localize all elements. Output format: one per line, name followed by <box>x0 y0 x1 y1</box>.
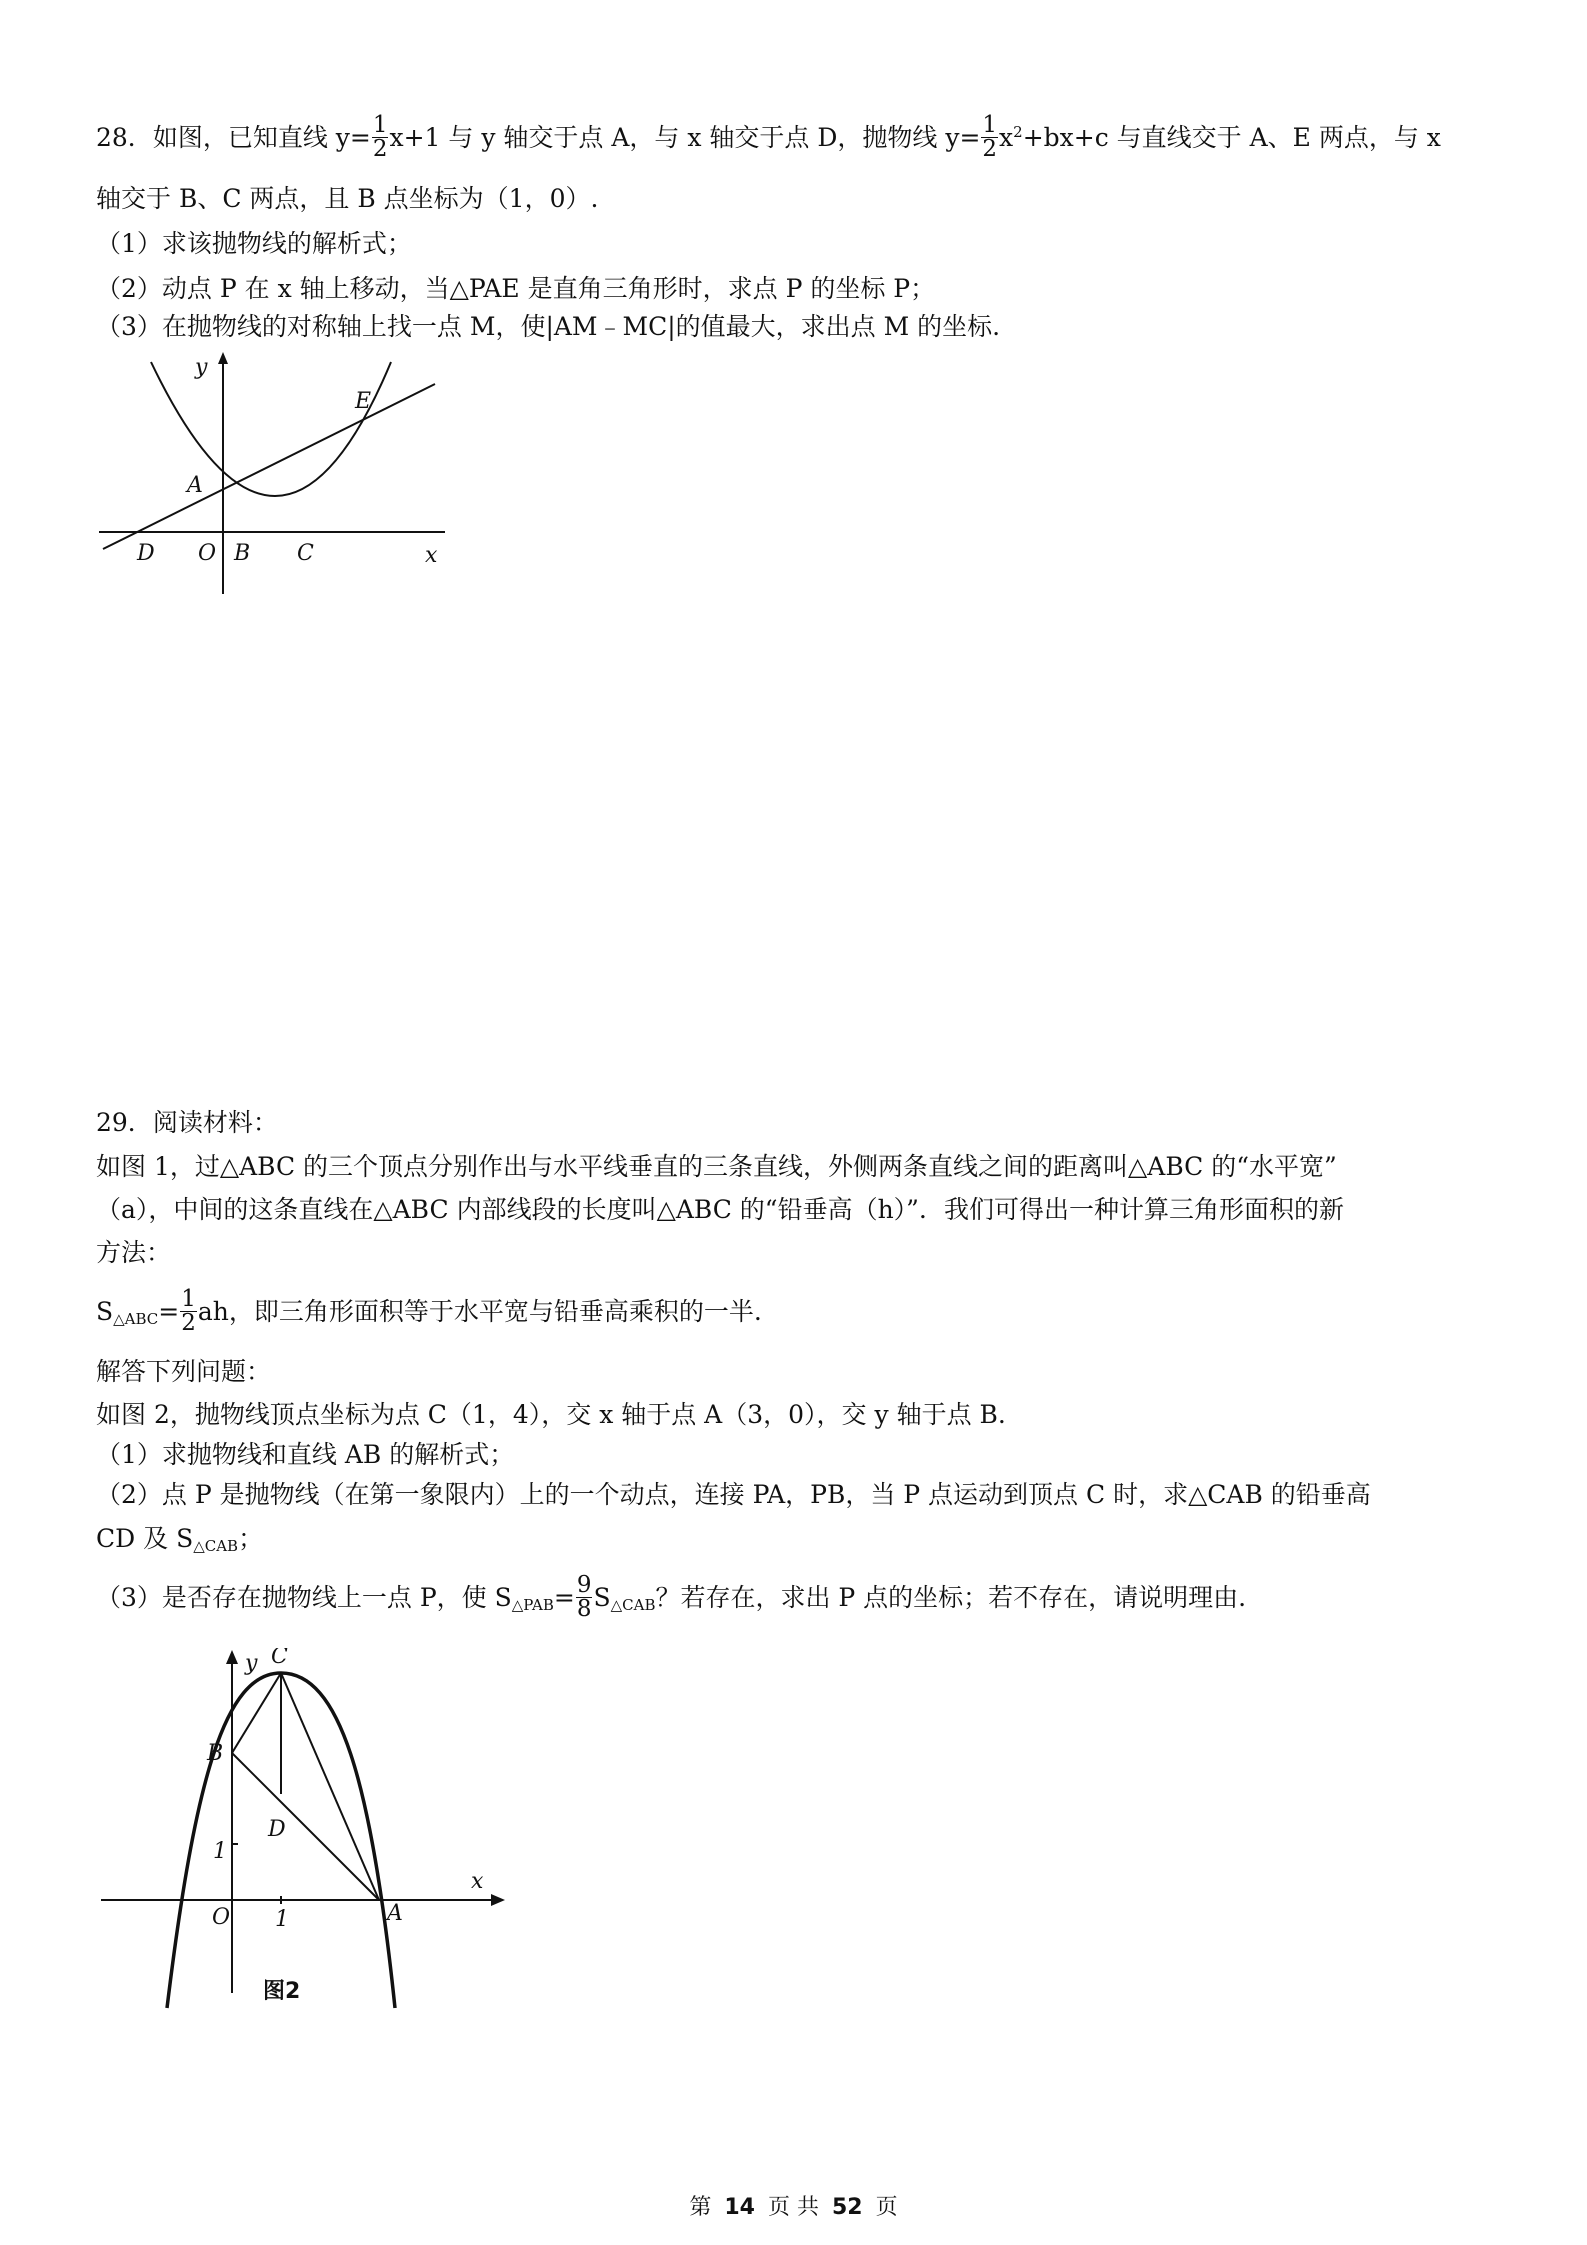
symbol-s: S <box>593 1583 611 1612</box>
y-axis-arrow <box>226 1650 238 1664</box>
page-footer <box>0 2190 1587 2221</box>
q28-figure <box>95 352 455 602</box>
q28-part1: （1）求该抛物线的解析式； <box>96 229 412 258</box>
q29-paragraph-2: （a），中间的这条直线在△ABC 内部线段的长度叫△ABC 的“铅垂高（h）”．我们可得出一种计算三角形面积的新 <box>96 1195 1344 1224</box>
label-y: y <box>245 1651 258 1676</box>
q29-fig2-intro: 如图 2，抛物线顶点坐标为点 C（1，4），交 x 轴于点 A（3，0），交 y 轴于点 B. <box>96 1400 1006 1429</box>
footer-suffix: 页 <box>875 2195 898 2220</box>
label-A: A <box>187 473 203 498</box>
x-axis-arrow <box>491 1894 505 1906</box>
q29-part2-line1: （2）点 P 是抛物线（在第一象限内）上的一个动点，连接 PA，PB，当 P 点运动到顶点 C 时，求△CAB 的铅垂高 <box>96 1480 1371 1509</box>
formula-text: ah，即三角形面积等于水平宽与铅垂高乘积的一半. <box>197 1297 762 1326</box>
label-D: D <box>268 1817 286 1842</box>
q29-part2-text: CD 及 S <box>96 1524 194 1553</box>
q29-part3-text: （3）是否存在抛物线上一点 P，使 S <box>96 1583 512 1612</box>
equals: = <box>553 1583 575 1612</box>
q28-stem-line1 <box>96 112 1441 163</box>
exponent: 2 <box>1013 123 1023 141</box>
fraction-one-half <box>372 114 389 161</box>
q29-figure2 <box>95 1648 515 2028</box>
q29-part2-line2 <box>96 1522 263 1556</box>
label-one-x: 1 <box>275 1907 289 1932</box>
footer-mid: 页 共 <box>768 2195 819 2220</box>
subscript: △CAB <box>610 1596 656 1614</box>
q29-part1: （1）求抛物线和直线 AB 的解析式； <box>96 1440 515 1469</box>
fraction-numerator: 9 <box>576 1572 592 1598</box>
label-y: y <box>195 355 208 380</box>
figure-caption: 图2 <box>263 1979 301 2004</box>
fraction-one-half <box>180 1288 197 1335</box>
q28-number: 28． <box>96 123 153 152</box>
q29-formula <box>96 1286 762 1337</box>
label-C: C <box>271 1648 288 1669</box>
label-one-y: 1 <box>213 1839 227 1864</box>
formula-subscript: △ABC <box>113 1310 159 1328</box>
label-x: x <box>471 1869 484 1894</box>
label-E: E <box>355 389 372 414</box>
fraction-numerator: 1 <box>181 1286 196 1312</box>
label-x: x <box>425 543 438 568</box>
footer-prefix: 第 <box>689 2195 712 2220</box>
fraction-denominator: 2 <box>982 136 998 162</box>
fraction-numerator: 1 <box>372 112 388 138</box>
q29-part2-end: ； <box>238 1524 264 1553</box>
q29-part3-text: ？若存在，求出 P 点的坐标；若不存在，请说明理由. <box>655 1583 1247 1612</box>
q28-stem-text: 如图，已知直线 y= <box>152 123 371 152</box>
segment-BC <box>232 1673 281 1753</box>
y-axis-arrow <box>218 352 228 364</box>
q28-part2: （2）动点 P 在 x 轴上移动，当△PAE 是直角三角形时，求点 P 的坐标 P； <box>96 274 936 303</box>
fraction-denominator: 2 <box>372 136 388 162</box>
q29-ask: 解答下列问题： <box>96 1357 272 1386</box>
label-C: C <box>297 541 314 566</box>
q28-stem-text: x <box>999 123 1014 152</box>
q28-stem-text: +bx+c 与直线交于 A、E 两点，与 x <box>1022 123 1441 152</box>
label-B: B <box>207 1741 224 1766</box>
subscript: △PAB <box>511 1596 554 1614</box>
formula-symbol: S <box>96 1297 114 1326</box>
total-pages: 52 <box>832 2195 863 2220</box>
fraction-denominator: 2 <box>181 1310 196 1336</box>
label-A: A <box>387 1901 403 1926</box>
line-y-half-x-plus-1 <box>103 384 435 549</box>
q29-part3 <box>96 1572 1247 1623</box>
label-O: O <box>198 541 217 566</box>
q29-paragraph-1: 如图 1，过△ABC 的三个顶点分别作出与水平线垂直的三条直线，外侧两条直线之间的距离叫△ABC 的“水平宽” <box>96 1152 1337 1181</box>
page-number: 14 <box>724 2195 755 2220</box>
label-O: O <box>212 1905 231 1930</box>
fraction-nine-eighths <box>576 1574 593 1621</box>
label-B: B <box>234 541 251 566</box>
q29-number: 29． <box>96 1108 153 1137</box>
q29-title: 阅读材料： <box>152 1108 278 1137</box>
q28-part3: （3）在抛物线的对称轴上找一点 M，使|AM﹣MC|的值最大，求出点 M 的坐标. <box>96 312 1001 341</box>
q29-heading <box>96 1106 278 1140</box>
formula-equals: = <box>158 1297 180 1326</box>
subscript: △CAB <box>193 1537 239 1555</box>
label-D: D <box>137 541 155 566</box>
fraction-one-half <box>981 114 998 161</box>
fraction-numerator: 1 <box>982 112 998 138</box>
q29-paragraph-3: 方法： <box>96 1238 172 1267</box>
fraction-denominator: 8 <box>576 1596 592 1622</box>
q28-stem-line2: 轴交于 B、C 两点，且 B 点坐标为（1，0）. <box>96 184 599 213</box>
q28-stem-text: x+1 与 y 轴交于点 A，与 x 轴交于点 D，抛物线 y= <box>389 123 981 152</box>
